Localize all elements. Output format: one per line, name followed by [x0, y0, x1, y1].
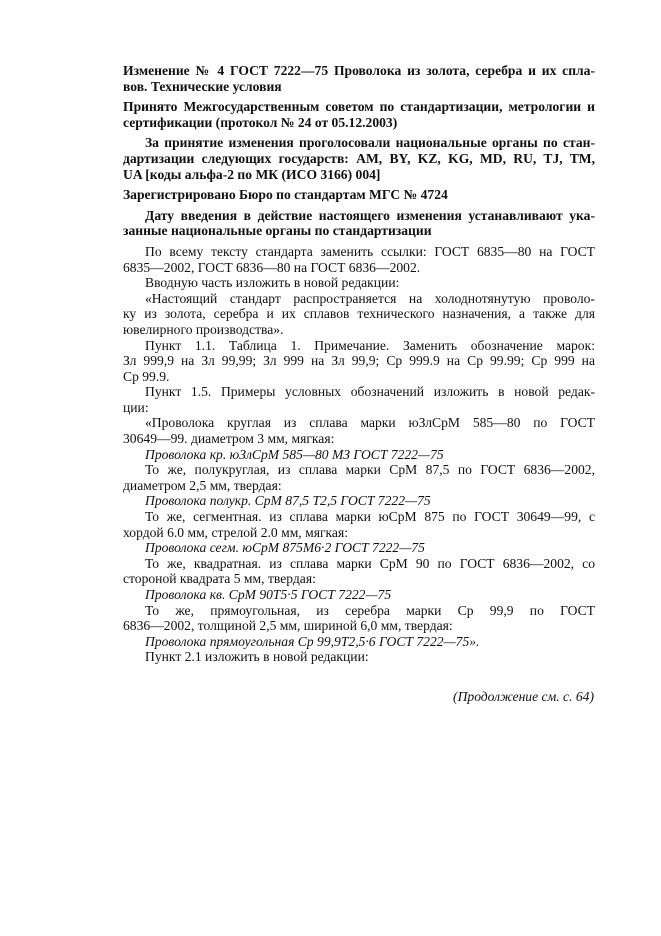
adopted-statement: [123, 99, 595, 130]
title-line: вов. Технические условия: [123, 78, 282, 94]
text-line: стороной квадрата 5 мм, твердая:: [123, 571, 316, 587]
text-line: Вводную часть изложить в новой редакции:: [145, 275, 400, 291]
adopted-line: сертификации (протокол № 24 от 05.12.2003): [123, 114, 398, 130]
text-line: ции:: [123, 399, 149, 415]
text-line: Пункт 2.1 изложить в новой редакции:: [145, 649, 369, 665]
effective-date-statement: [123, 208, 595, 239]
title-line: Изменение № 4 ГОСТ 7222—75 Проволока из золота, серебра и их спла-: [123, 63, 595, 78]
voted-line: За принятие изменения проголосовали национальные органы по стан-: [145, 135, 595, 151]
text-line: 6836—2002, толщиной 2,5 мм, шириной 6,0 мм, твердая:: [123, 618, 453, 634]
amendment-title: [123, 63, 595, 94]
text-line: Проволока полукр. СрМ 87,5 Т2,5 ГОСТ 7222—75: [145, 493, 431, 509]
text-line: Зл 999,9 на Зл 99,99; Зл 999 на Зл 99,9; Ср 999.9 на Ср 99.99; Ср 999 на: [123, 353, 595, 369]
body-paragraph: [123, 244, 595, 275]
body-paragraph: [123, 338, 595, 385]
text-line: ювелирного производства».: [123, 321, 284, 337]
effective-line: занные национальные органы по стандартизации: [123, 223, 432, 239]
body-paragraph: [123, 509, 595, 540]
designation-example: [123, 447, 595, 463]
body-paragraph: [123, 462, 595, 493]
text-line: Пункт 1.5. Примеры условных обозначений изложить в новой редак-: [145, 384, 595, 400]
body-paragraph: [123, 556, 595, 587]
text-line: 6835—2002, ГОСТ 6836—80 на ГОСТ 6836—2002.: [123, 259, 421, 275]
voted-statement: [123, 135, 595, 182]
text-line: То же, полукруглая, из сплава марки СрМ 87,5 по ГОСТ 6836—2002,: [145, 462, 595, 478]
text-line: диаметром 2,5 мм, твердая:: [123, 477, 282, 493]
designation-example: [123, 493, 595, 509]
body-paragraph: [123, 415, 595, 446]
body-paragraph: [123, 291, 595, 338]
text-line: То же, прямоугольная, из серебра марки Ср 99,9 по ГОСТ: [145, 602, 595, 618]
text-line: То же, квадратная. из сплава марки СрМ 90 по ГОСТ 6836—2002, со: [145, 555, 595, 571]
text-line: Проволока прямоугольная Ср 99,9Т2,5·6 ГОСТ 7222—75».: [145, 633, 480, 649]
text-line: То же, сегментная. из сплава марки юСрМ 875 по ГОСТ 30649—99, с: [145, 509, 595, 525]
designation-example: [123, 540, 595, 556]
text-line: «Проволока круглая из сплава марки юЗлСрМ 585—80 по ГОСТ: [145, 415, 595, 431]
amendment-body: [123, 244, 595, 665]
text-line: ку из золота, серебра и их сплавов технического назначения, а также для: [123, 306, 595, 322]
voted-line: UA [коды альфа-2 по МК (ИСО 3166) 004]: [123, 166, 381, 182]
adopted-line: Принято Межгосударственным советом по стандартизации, метрологии и: [123, 99, 595, 115]
text-line: Проволока сегм. юСрМ 875М6·2 ГОСТ 7222—75: [145, 540, 425, 556]
text-line: «Настоящий стандарт распространяется на холоднотянутую проволо-: [145, 290, 595, 306]
text-line: хордой 6.0 мм, стрелой 2.0 мм, мягкая:: [123, 524, 348, 540]
text-line: Проволока кв. СрМ 90Т5·5 ГОСТ 7222—75: [145, 587, 392, 602]
body-paragraph: [123, 603, 595, 634]
body-paragraph: [123, 649, 595, 665]
text-line: 30649—99. диаметром 3 мм, мягкая:: [123, 431, 335, 447]
continuation-note: (Продолжение см. с. 64): [453, 689, 594, 704]
text-line: Ср 99.9.: [123, 368, 170, 384]
voted-line: дартизации следующих государств: AM, BY, KZ, KG, MD, RU, TJ, TM,: [123, 150, 595, 166]
designation-example: [123, 587, 595, 603]
text-line: Проволока кр. юЗлСрМ 585—80 МЗ ГОСТ 7222—75: [145, 446, 444, 462]
document-page: [123, 63, 595, 665]
effective-line: Дату введения в действие настоящего изменения устанавливают ука-: [145, 207, 595, 223]
body-paragraph: [123, 384, 595, 415]
text-line: Пункт 1.1. Таблица 1. Примечание. Заменить обозначение марок:: [145, 337, 595, 353]
body-paragraph: [123, 275, 595, 291]
text-line: По всему тексту стандарта заменить ссылки: ГОСТ 6835—80 на ГОСТ: [145, 243, 595, 259]
registered-line: Зарегистрировано Бюро по стандартам МГС № 4724: [123, 187, 448, 203]
designation-example: [123, 634, 595, 650]
registration-statement: [123, 187, 595, 203]
